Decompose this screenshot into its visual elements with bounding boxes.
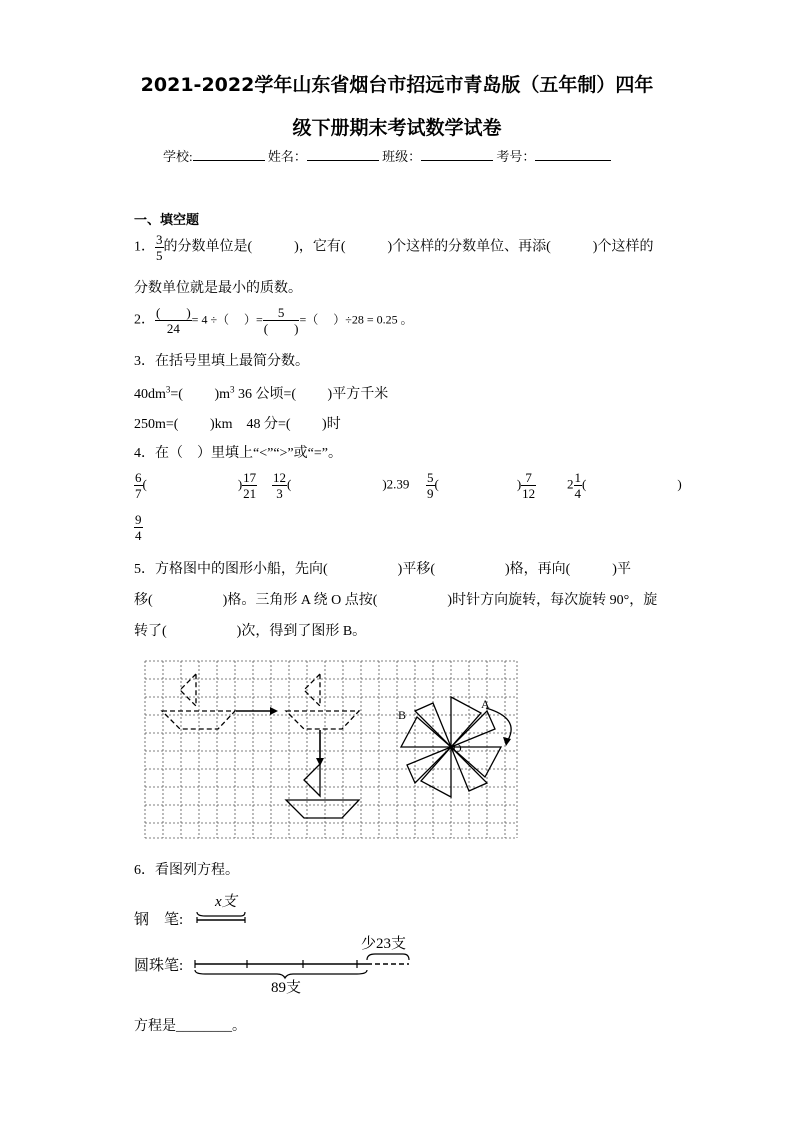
question-3-text: 在括号里填上最简分数。 [155, 354, 309, 369]
question-1-fraction [155, 232, 164, 263]
fraction-numerator: 5 [427, 470, 434, 485]
section-heading: 一、填空题 [134, 213, 200, 228]
question-5-line1 [134, 558, 631, 578]
fraction-denominator: 4 [574, 486, 581, 501]
question-6-text: 看图列方程。 [155, 863, 239, 878]
fraction-denominator: 4 [135, 528, 142, 543]
compare-fraction [574, 470, 583, 501]
question-2-middle-2: =（ ）÷28 = 0.25 。 [299, 312, 413, 327]
cube-superscript: 3 [165, 384, 171, 395]
question-4-text: 在（ ）里填上“<”“>”或“=”。 [155, 446, 342, 461]
compare-fraction [272, 470, 287, 501]
area-blank: 36 公顷=( )平方千米 [234, 387, 389, 402]
compare-blank[interactable]: ( ) [142, 476, 243, 492]
compare-fraction [134, 512, 143, 543]
question-5-line2: 移( )格。三角形 A 绕 O 点按( )时针方向旋转，每次旋转 90°，旋 [134, 593, 658, 608]
question-3-line-2: 250m=( )km 48 分=( )时 [134, 417, 341, 432]
fraction-numerator: 7 [521, 470, 536, 486]
move-right-arrowhead [270, 707, 278, 715]
question-2-number: 2． [134, 312, 155, 328]
boat-original-shape [162, 674, 235, 729]
question-2 [134, 305, 413, 336]
fraction-denominator: ( ) [263, 321, 299, 336]
pen-brace [197, 912, 245, 916]
fraction-denominator: 9 [427, 486, 434, 501]
pinwheel-triangles [401, 697, 501, 797]
fraction-numerator: 6 [135, 470, 142, 485]
compare-fraction [134, 470, 143, 501]
boat-final-shape [286, 764, 359, 818]
question-4-number: 4． [134, 446, 155, 461]
question-6 [134, 859, 239, 879]
question-1-text: 的分数单位是( )，它有( )个这样的分数单位、再添( )个这样的 [163, 239, 654, 255]
compare-fraction [521, 470, 536, 501]
number-label: 考号： [496, 149, 536, 164]
question-4-comparison-4 [567, 470, 682, 501]
fraction-numerator: 9 [135, 512, 142, 527]
question-3-line-1 [134, 383, 388, 403]
fraction-numerator: 17 [243, 470, 257, 485]
question-2-fraction-1 [155, 305, 192, 336]
volume-value: 40dm [134, 387, 166, 402]
compare-fraction [426, 470, 435, 501]
question-5-number: 5． [134, 562, 155, 577]
class-blank[interactable] [421, 160, 493, 161]
fraction-denominator: 3 [276, 486, 283, 501]
fraction-denominator: 12 [522, 486, 536, 501]
question-4-comparison-3 [426, 470, 536, 501]
equation-answer: 方程是________。 [134, 1019, 246, 1034]
label-o: O [453, 741, 462, 755]
mixed-whole: 2 [567, 476, 574, 492]
question-3-number: 3． [134, 354, 155, 369]
question-4-comparisons [134, 470, 257, 501]
number-blank[interactable] [535, 160, 611, 161]
label-b: B [398, 708, 407, 722]
fraction-denominator: 21 [243, 486, 257, 501]
rotation-arrow [486, 708, 511, 740]
fraction-numerator: 12 [273, 470, 286, 485]
fraction-denominator: 24 [166, 321, 180, 336]
ballpen-label: 圆珠笔: [134, 958, 184, 974]
question-4-comparison-5 [134, 512, 143, 543]
fraction-numerator: 3 [156, 232, 163, 247]
total-label: 89支 [271, 980, 302, 996]
volume-blank: =( )m [170, 387, 230, 402]
less-label: 少23支 [361, 936, 407, 952]
question-5-line3: 转了( )次，得到了图形 B。 [134, 624, 367, 639]
question-5-text: 方格图中的图形小船，先向( )平移( )格，再向( )平 [155, 562, 631, 577]
question-2-middle-1: = 4 ÷（ ）= [191, 312, 263, 327]
exam-title-line2: 级下册期末考试数学试卷 [292, 117, 502, 139]
question-3 [134, 350, 309, 370]
question-2-fraction-2 [263, 305, 300, 336]
question-1-line1 [134, 232, 653, 263]
question-4 [134, 442, 342, 462]
compare-blank[interactable]: ( ) [434, 476, 522, 492]
compare-blank[interactable]: ( ) [582, 476, 682, 492]
compare-blank[interactable]: ( )2.39 [287, 476, 410, 492]
school-label: 学校: [163, 149, 193, 164]
cube-superscript: 3 [230, 384, 235, 395]
fraction-numerator: 5 [263, 305, 300, 321]
question-1-number: 1． [134, 239, 155, 255]
fraction-numerator: ( ) [156, 305, 191, 320]
question-6-number: 6． [134, 863, 155, 878]
school-blank[interactable] [193, 160, 265, 161]
rotation-arrowhead [503, 737, 511, 746]
label-a: A [481, 697, 490, 711]
question-4-comparison-2 [272, 470, 409, 501]
less-brace [367, 954, 409, 960]
name-label: 姓名： [267, 149, 307, 164]
exam-title-line1: 2021-2022学年山东省烟台市招远市青岛版（五年制）四年 [140, 74, 654, 96]
boat-translated-shape [286, 674, 359, 729]
compare-fraction [242, 470, 257, 501]
fraction-numerator: 1 [574, 470, 581, 485]
line-segment-diagram [185, 890, 415, 996]
name-blank[interactable] [307, 160, 379, 161]
pen-label: 钢 笔: [134, 912, 184, 928]
class-label: 班级： [382, 149, 422, 164]
student-info-row [163, 146, 611, 165]
question-1-line2: 分数单位就是最小的质数。 [134, 281, 302, 296]
fraction-denominator: 5 [156, 248, 163, 263]
pen-quantity-label: x支 [215, 894, 237, 910]
fraction-denominator: 7 [135, 486, 142, 501]
grid-figure [140, 656, 520, 842]
total-brace [195, 970, 367, 978]
